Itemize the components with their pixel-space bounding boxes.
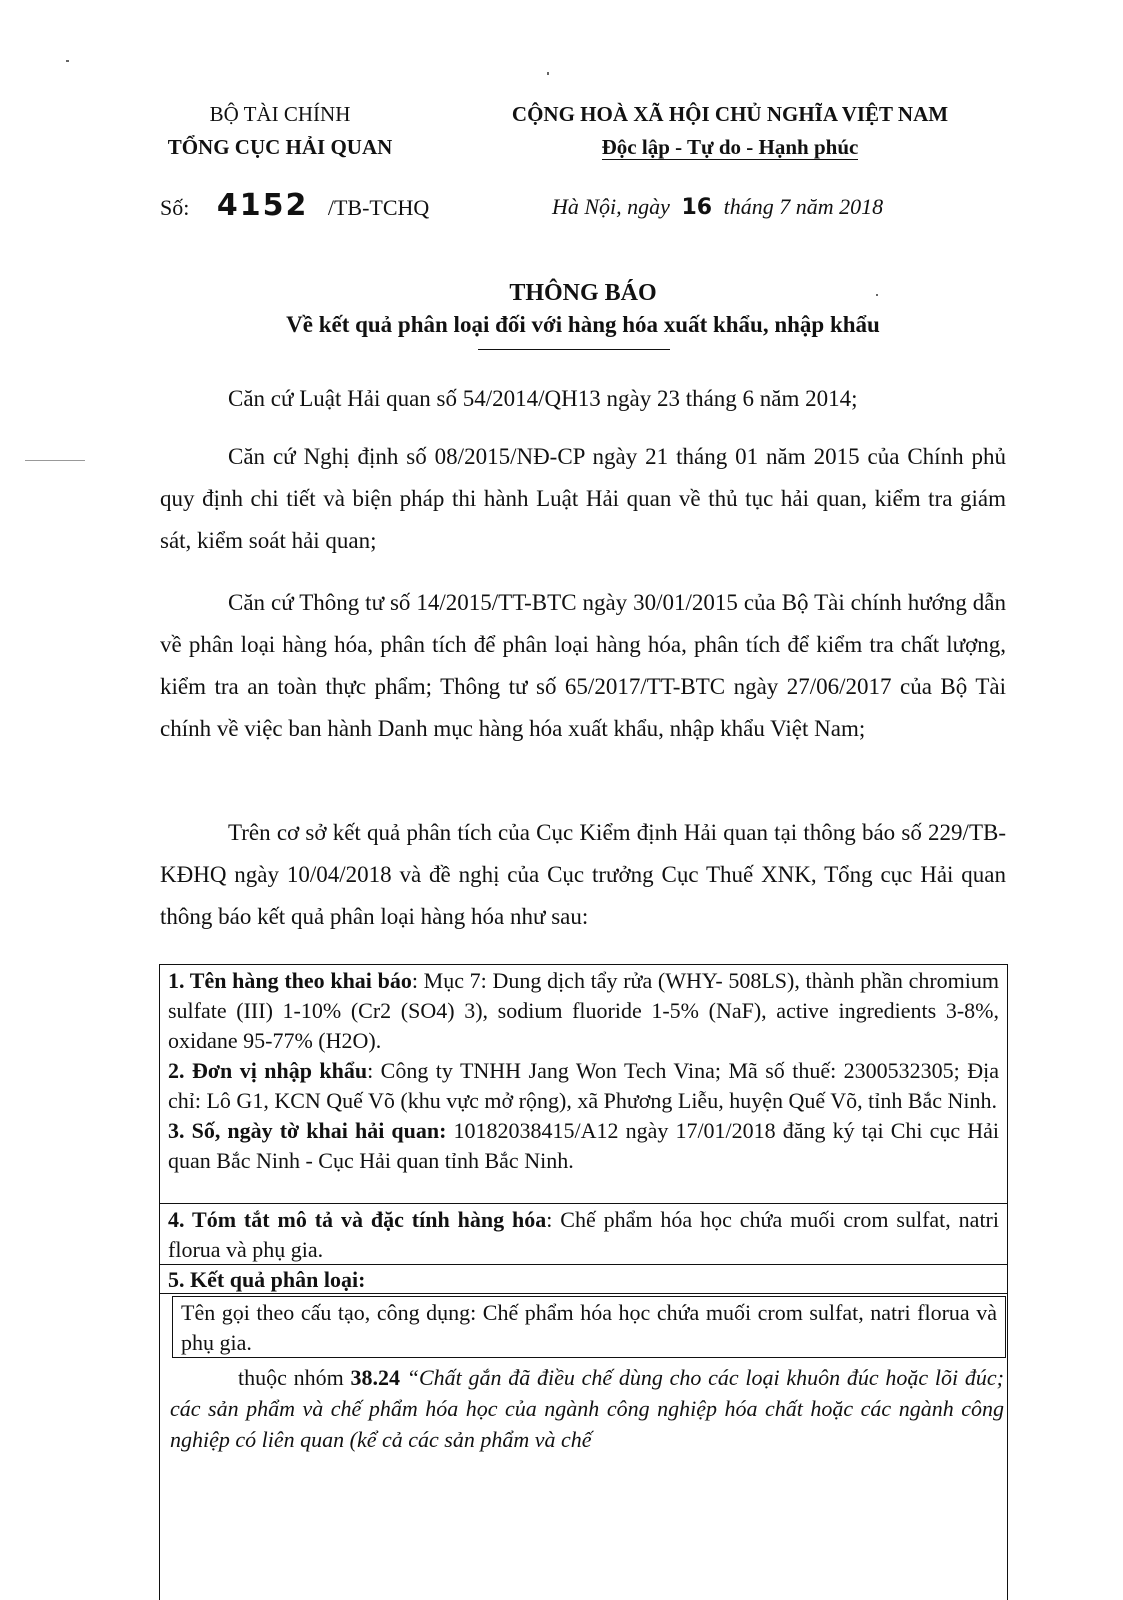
document-date (552, 194, 883, 220)
date-prefix: Hà Nội, ngày (552, 194, 670, 219)
national-motto (480, 135, 980, 160)
notice-title: THÔNG BÁO (509, 280, 657, 306)
legal-basis-paragraph (160, 582, 1006, 750)
item-label: 5. Kết quả phân loại: (168, 1267, 366, 1292)
description-box (159, 1203, 1008, 1265)
legal-basis-paragraph (160, 378, 1006, 420)
group-description: “Chất gắn đã điều chế dùng cho các loại khuôn đúc hoặc lõi đúc; các sản phẩm và chế phẩm hóa học của ngành công nghiệp hóa chất hoặc các ngành công nghiệp có liên quan (kể cả các sản phẩm và chế (170, 1365, 1004, 1452)
paragraph-text: Căn cứ Luật Hải quan số 54/2014/QH13 ngày 23 tháng 6 năm 2014; (228, 386, 858, 411)
paragraph-text: Căn cứ Nghị định số 08/2015/NĐ-CP ngày 21 tháng 01 năm 2015 của Chính phủ quy định chi tiết và biện pháp thi hành Luật Hải quan về thủ tục hải quan, kiểm tra giám sát, kiểm soát hải quan; (160, 444, 1006, 553)
item-label: 4. Tóm tắt mô tả và đặc tính hàng hóa (168, 1207, 547, 1232)
classification-group (170, 1362, 1004, 1455)
doc-number-value: 4152 (216, 188, 309, 223)
scan-speck (66, 60, 69, 62)
title-underline (478, 349, 670, 350)
item-label: 3. Số, ngày tờ khai hải quan: (168, 1118, 447, 1143)
item-importer (168, 1056, 999, 1116)
motto-text: Độc lập - Tự do - Hạnh phúc (601, 135, 859, 159)
document-number (160, 188, 429, 223)
doc-number-suffix: /TB-TCHQ (327, 195, 430, 220)
item-customs-declaration (168, 1116, 999, 1176)
item-value: : Công ty TNHH Jang Won Tech Vina; Mã số thuế: 2300532305; Địa chỉ: Lô G1, KCN Quế Võ (khu vực mở rộng), xã Phương Liễu, huyện Quế Võ, tỉnh Bắc Ninh. (168, 1058, 999, 1113)
item-label: 2. Đơn vị nhập khẩu (168, 1058, 368, 1083)
scan-speck (547, 72, 549, 75)
department-name: TỔNG CỤC HẢI QUAN (167, 135, 393, 159)
item-value: : Chế phẩm hóa học chứa muối crom sulfat, natri florua và phụ gia. (168, 1207, 999, 1262)
classification-header (159, 1264, 1008, 1294)
group-prefix: thuộc nhóm (238, 1365, 351, 1390)
item-declared-name (168, 966, 999, 1056)
doc-number-label: Số: (160, 195, 190, 220)
notice-subtitle: Về kết quả phân loại đối với hàng hóa xuất khẩu, nhập khẩu (286, 312, 880, 337)
legal-basis-paragraph (160, 812, 1006, 938)
ministry-name: BỘ TÀI CHÍNH (209, 102, 351, 126)
date-rest: tháng 7 năm 2018 (723, 194, 884, 219)
classification-name-box (172, 1296, 1006, 1358)
republic-name: CỘNG HOÀ XÃ HỘI CHỦ NGHĨA VIỆT NAM (511, 102, 949, 126)
declaration-info-box (159, 964, 1008, 1204)
paragraph-text: Trên cơ sở kết quả phân tích của Cục Kiểm định Hải quan tại thông báo số 229/TB-KĐHQ ngày 10/04/2018 và đề nghị của Cục trưởng Cục Thuế XNK, Tổng cục Hải quan thông báo kết quả phân loại hàng hóa như sau: (160, 820, 1006, 929)
item-value: : Mục 7: Dung dịch tẩy rửa (WHY- 508LS), thành phần chromium sulfate (III) 1-10% (Cr2 (SO4) 3), sodium fluoride 1-5% (NaF), active ingredients 3-8%, oxidane 95-77% (H2O). (168, 968, 999, 1053)
item-label: 1. Tên hàng theo khai báo (168, 968, 412, 993)
paragraph-text: Căn cứ Thông tư số 14/2015/TT-BTC ngày 30/01/2015 của Bộ Tài chính hướng dẫn về phân loại hàng hóa, phân tích để phân loại hàng hóa, phân tích để kiểm tra chất lượng, kiểm tra an toàn thực phẩm; Thông tư số 65/2017/TT-BTC ngày 27/06/2017 của Bộ Tài chính về việc ban hành Danh mục hàng hóa xuất khẩu, nhập khẩu Việt Nam; (160, 590, 1006, 741)
item-value: 10182038415/A12 ngày 17/01/2018 đăng ký tại Chi cục Hải quan Bắc Ninh - Cục Hải quan tỉnh Bắc Ninh. (168, 1118, 999, 1173)
date-day: 16 (681, 195, 713, 220)
scan-speck (25, 460, 85, 461)
legal-basis-paragraph (160, 436, 1006, 562)
group-code: 38.24 (350, 1365, 400, 1390)
classification-name: Tên gọi theo cấu tạo, công dụng: Chế phẩm hóa học chứa muối crom sulfat, natri florua và phụ gia. (181, 1300, 997, 1355)
